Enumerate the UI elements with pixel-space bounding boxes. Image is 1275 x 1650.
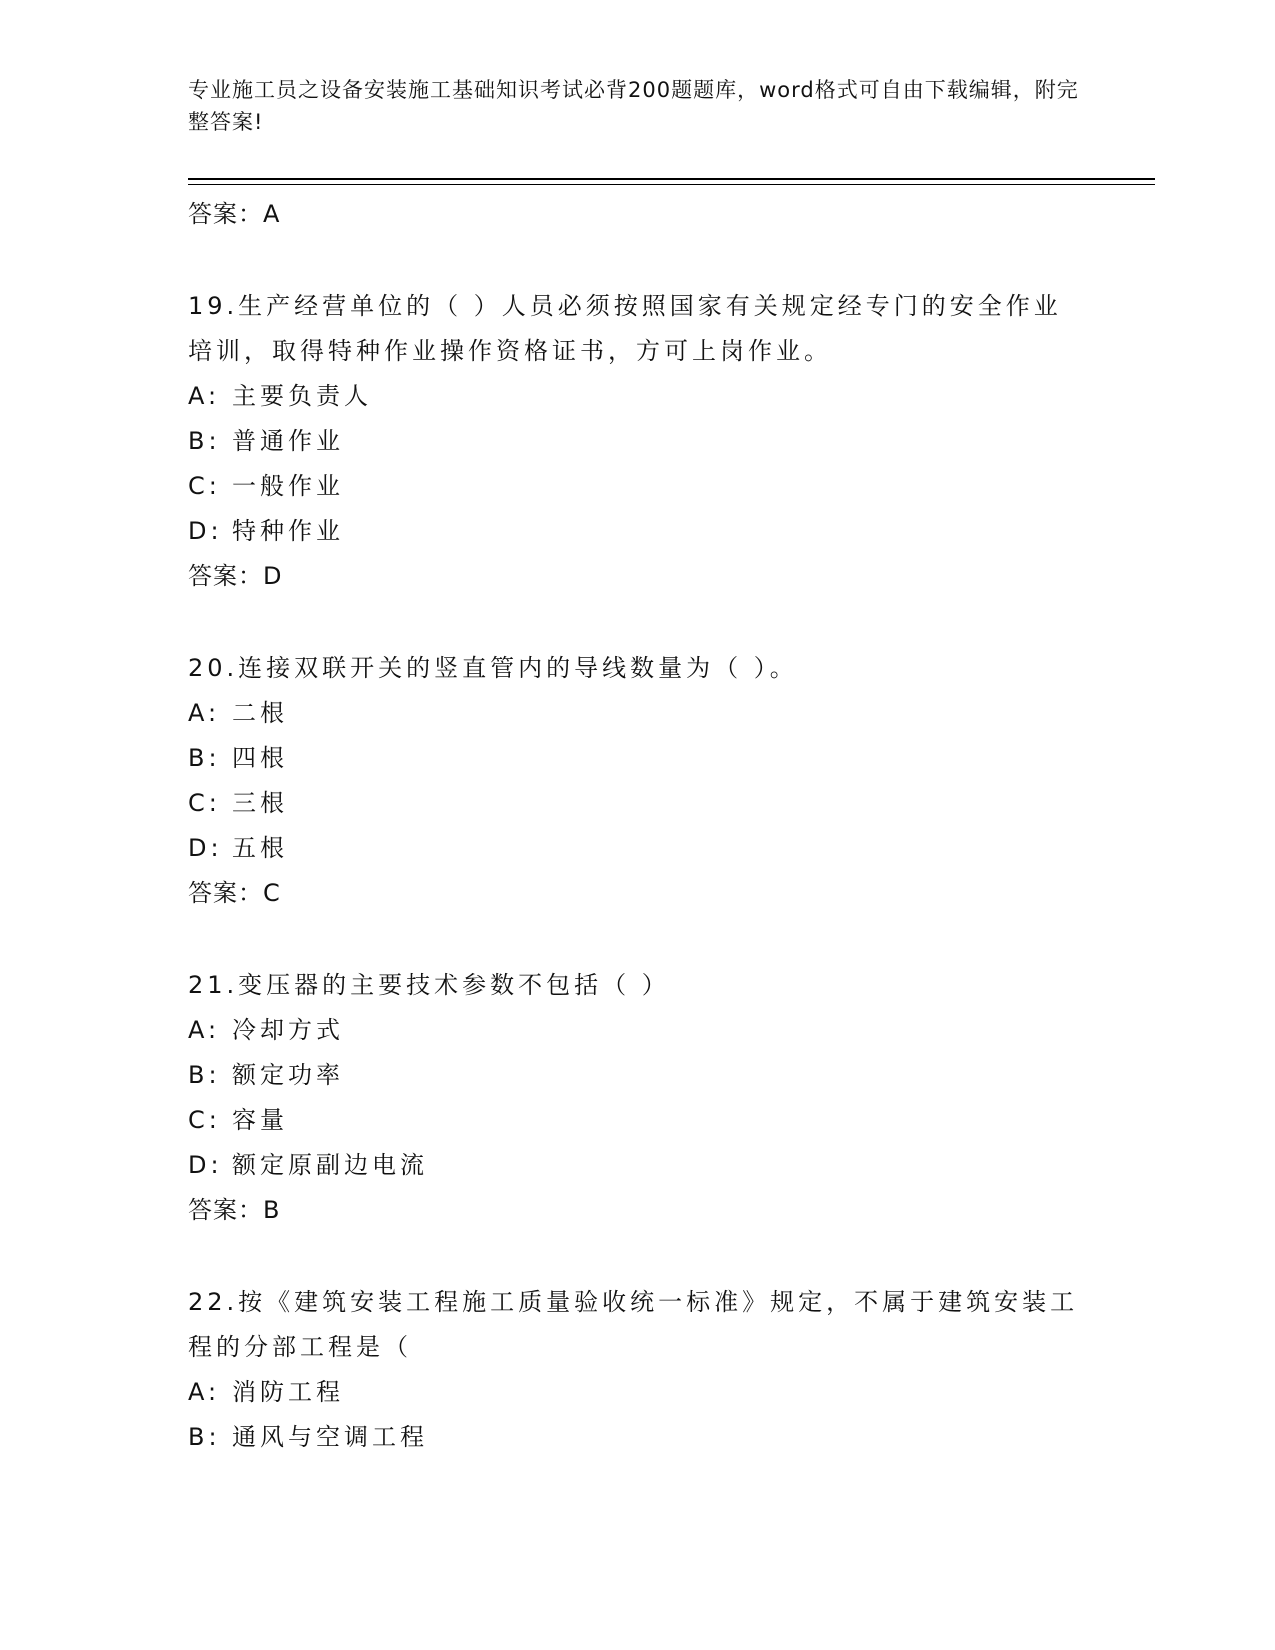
option-text: 容量 bbox=[232, 1106, 288, 1134]
option-b bbox=[188, 1053, 1088, 1098]
header-divider-thick bbox=[188, 178, 1155, 180]
question-text: 19.生产经营单位的（ ）人员必须按照国家有关规定经专门的安全作业培训，取得特种作业操作资格证书，方可上岗作业。 bbox=[188, 292, 1062, 365]
option-d bbox=[188, 509, 1088, 554]
question-text: 21.变压器的主要技术参数不包括（ ） bbox=[188, 971, 670, 999]
answer-line: 答案：C bbox=[188, 879, 281, 907]
option-key: C: bbox=[188, 1106, 221, 1134]
question-block bbox=[188, 963, 1088, 1232]
option-c bbox=[188, 464, 1088, 509]
option-a bbox=[188, 1370, 1088, 1415]
previous-answer: 答案：A bbox=[188, 200, 281, 228]
question-block bbox=[188, 1280, 1088, 1460]
option-a bbox=[188, 1008, 1088, 1053]
option-d bbox=[188, 826, 1088, 871]
question-text: 20.连接双联开关的竖直管内的导线数量为（ ）。 bbox=[188, 654, 798, 682]
option-text: 一般作业 bbox=[232, 472, 344, 500]
option-key: A: bbox=[188, 382, 221, 410]
option-key: B: bbox=[188, 744, 221, 772]
option-key: B: bbox=[188, 1423, 221, 1451]
question-list bbox=[188, 188, 1088, 1460]
option-text: 二根 bbox=[232, 699, 288, 727]
question-block bbox=[188, 284, 1088, 598]
option-a bbox=[188, 691, 1088, 736]
option-key: B: bbox=[188, 427, 221, 455]
option-text: 三根 bbox=[232, 789, 288, 817]
option-key: D: bbox=[188, 517, 223, 545]
option-text: 五根 bbox=[232, 834, 288, 862]
question-block bbox=[188, 646, 1088, 915]
option-key: A: bbox=[188, 1016, 221, 1044]
option-d bbox=[188, 1143, 1088, 1188]
option-key: D: bbox=[188, 834, 223, 862]
option-key: D: bbox=[188, 1151, 223, 1179]
option-key: B: bbox=[188, 1061, 221, 1089]
option-text: 通风与空调工程 bbox=[232, 1423, 428, 1451]
option-b bbox=[188, 736, 1088, 781]
option-b bbox=[188, 1415, 1088, 1460]
header-divider-thin bbox=[188, 184, 1155, 185]
document-header: 专业施工员之设备安装施工基础知识考试必背200题题库，word格式可自由下载编辑，附完整答案! bbox=[188, 78, 1079, 134]
option-text: 四根 bbox=[232, 744, 288, 772]
option-key: C: bbox=[188, 472, 221, 500]
option-text: 冷却方式 bbox=[232, 1016, 344, 1044]
option-text: 额定功率 bbox=[232, 1061, 344, 1089]
option-text: 普通作业 bbox=[232, 427, 344, 455]
answer-line: 答案：B bbox=[188, 1196, 281, 1224]
option-text: 主要负责人 bbox=[232, 382, 372, 410]
option-text: 额定原副边电流 bbox=[232, 1151, 428, 1179]
question-text: 22.按《建筑安装工程施工质量验收统一标准》规定，不属于建筑安装工程的分部工程是（ bbox=[188, 1288, 1079, 1361]
option-c bbox=[188, 781, 1088, 826]
option-text: 特种作业 bbox=[232, 517, 344, 545]
option-text: 消防工程 bbox=[232, 1378, 344, 1406]
option-key: A: bbox=[188, 1378, 221, 1406]
answer-line: 答案：D bbox=[188, 562, 283, 590]
option-a bbox=[188, 374, 1088, 419]
option-key: C: bbox=[188, 789, 221, 817]
option-b bbox=[188, 419, 1088, 464]
option-c bbox=[188, 1098, 1088, 1143]
option-key: A: bbox=[188, 699, 221, 727]
